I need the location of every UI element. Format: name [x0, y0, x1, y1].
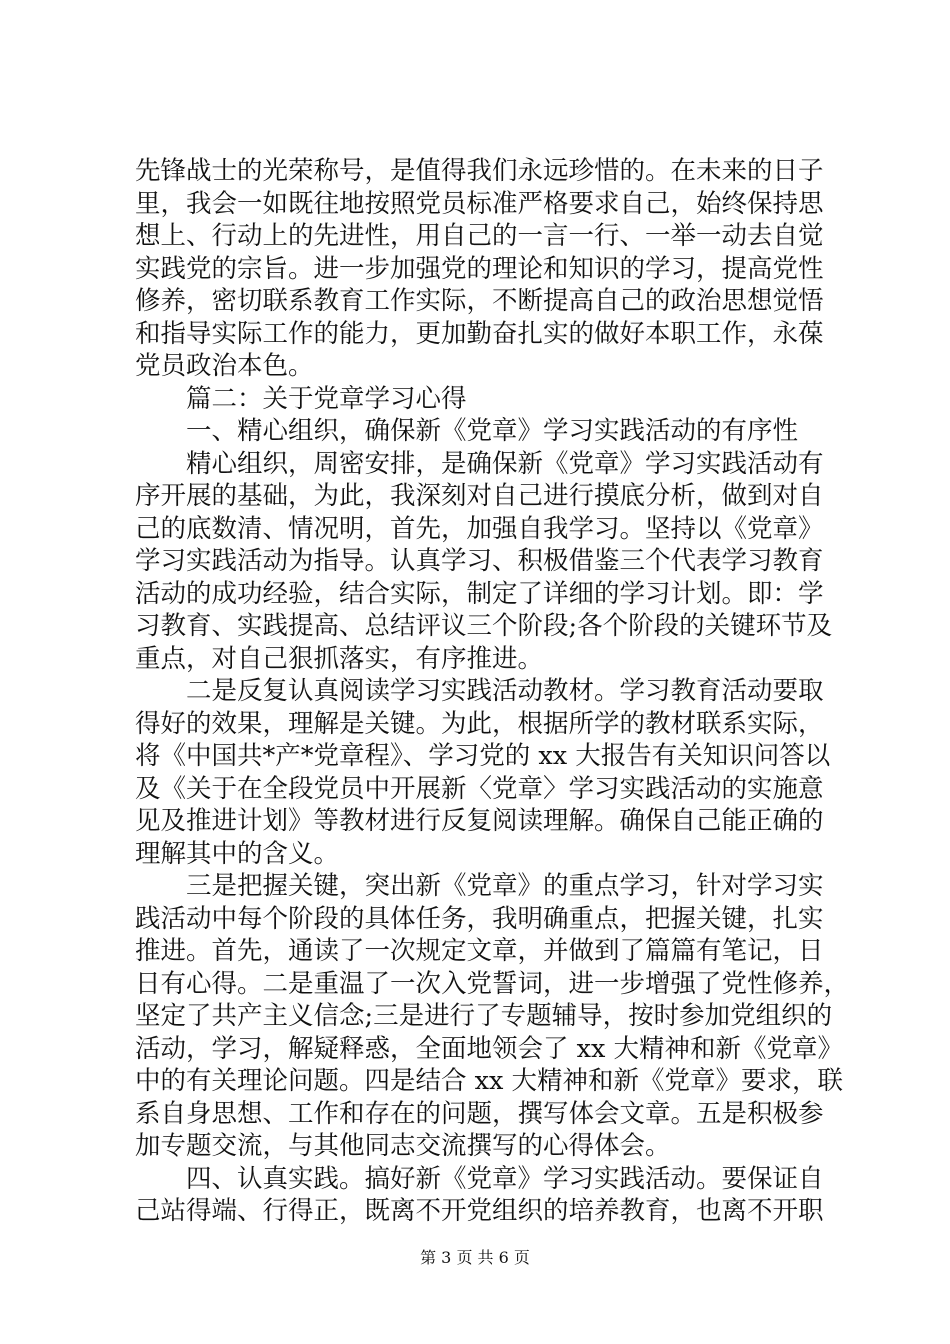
text-line: 学习实践活动为指导。认真学习、积极借鉴三个代表学习教育 [135, 546, 824, 576]
text-line: 活动的成功经验，结合实际，制定了详细的学习计划。即：学 [135, 578, 824, 609]
text-line: 及《关于在全段党员中开展新〈党章〉学习实践活动的实施意 [135, 773, 824, 804]
text-line: 三是把握关键，突出新《党章》的重点学习，针对学习实 [186, 871, 824, 901]
text-line: 得好的效果，理解是关键。为此，根据所学的教材联系实际， [135, 708, 824, 739]
text-line: 二是反复认真阅读学习实践活动教材。学习教育活动要取 [186, 676, 824, 706]
text-line: 中的有关理论问题。四是结合 xx 大精神和新《党章》要求，联 [135, 1066, 843, 1096]
text-line: 修养，密切联系教育工作实际，不断提高自己的政治思想觉悟 [135, 286, 824, 316]
text-line: 想上、行动上的先进性，用自己的一言一行、一举一动去自觉 [135, 221, 824, 251]
text-line: 和指导实际工作的能力，更加勤奋扎实的做好本职工作，永葆 [135, 318, 824, 349]
text-line: 重点，对自己狠抓落实，有序推进。 [135, 643, 544, 674]
subsection-heading: 一、精心组织，确保新《党章》学习实践活动的有序性 [186, 416, 799, 446]
page-number-footer: 第 3 页 共 6 页 [420, 1248, 530, 1267]
text-line: 践活动中每个阶段的具体任务，我明确重点，把握关键，扎实 [135, 903, 824, 934]
text-line: 党员政治本色。 [135, 351, 314, 381]
text-line: 活动，学习，解疑释惑，全面地领会了 xx 大精神和新《党章》 [135, 1033, 843, 1064]
text-line: 将《中国共*产*党章程》、学习党的 xx 大报告有关知识问答以 [135, 741, 831, 771]
document-body [135, 155, 850, 1228]
text-line: 理解其中的含义。 [135, 838, 340, 869]
text-line: 实践党的宗旨。进一步加强党的理论和知识的学习，提高党性 [135, 253, 824, 284]
text-line: 序开展的基础，为此，我深刻对自己进行摸底分析，做到对自 [135, 481, 824, 511]
text-line: 坚定了共产主义信念;三是进行了专题辅导，按时参加党组织的 [135, 1001, 833, 1031]
text-line: 习教育、实践提高、总结评议三个阶段;各个阶段的关键环节及 [135, 611, 833, 641]
text-line: 己站得端、行得正，既离不开党组织的培养教育，也离不开职 [135, 1196, 824, 1226]
text-line: 系自身思想、工作和存在的问题，撰写体会文章。五是积极参 [135, 1098, 824, 1129]
text-line: 四、认真实践。搞好新《党章》学习实践活动。要保证自 [186, 1163, 824, 1194]
text-line: 己的底数清、情况明，首先，加强自我学习。坚持以《党章》 [135, 513, 824, 544]
text-line: 见及推进计划》等教材进行反复阅读理解。确保自己能正确的 [135, 806, 824, 836]
text-line: 里，我会一如既往地按照党员标准严格要求自己，始终保持思 [135, 188, 824, 219]
text-line: 精心组织，周密安排，是确保新《党章》学习实践活动有 [186, 448, 824, 479]
text-line: 推进。首先，通读了一次规定文章，并做到了篇篇有笔记，日 [135, 936, 824, 966]
text-line: 加专题交流，与其他同志交流撰写的心得体会。 [135, 1131, 671, 1161]
text-line: 日有心得。二是重温了一次入党誓词，进一步增强了党性修养， [135, 968, 850, 999]
text-line: 先锋战士的光荣称号，是值得我们永远珍惜的。在未来的日子 [135, 156, 824, 186]
section-heading: 篇二：关于党章学习心得 [186, 383, 467, 414]
